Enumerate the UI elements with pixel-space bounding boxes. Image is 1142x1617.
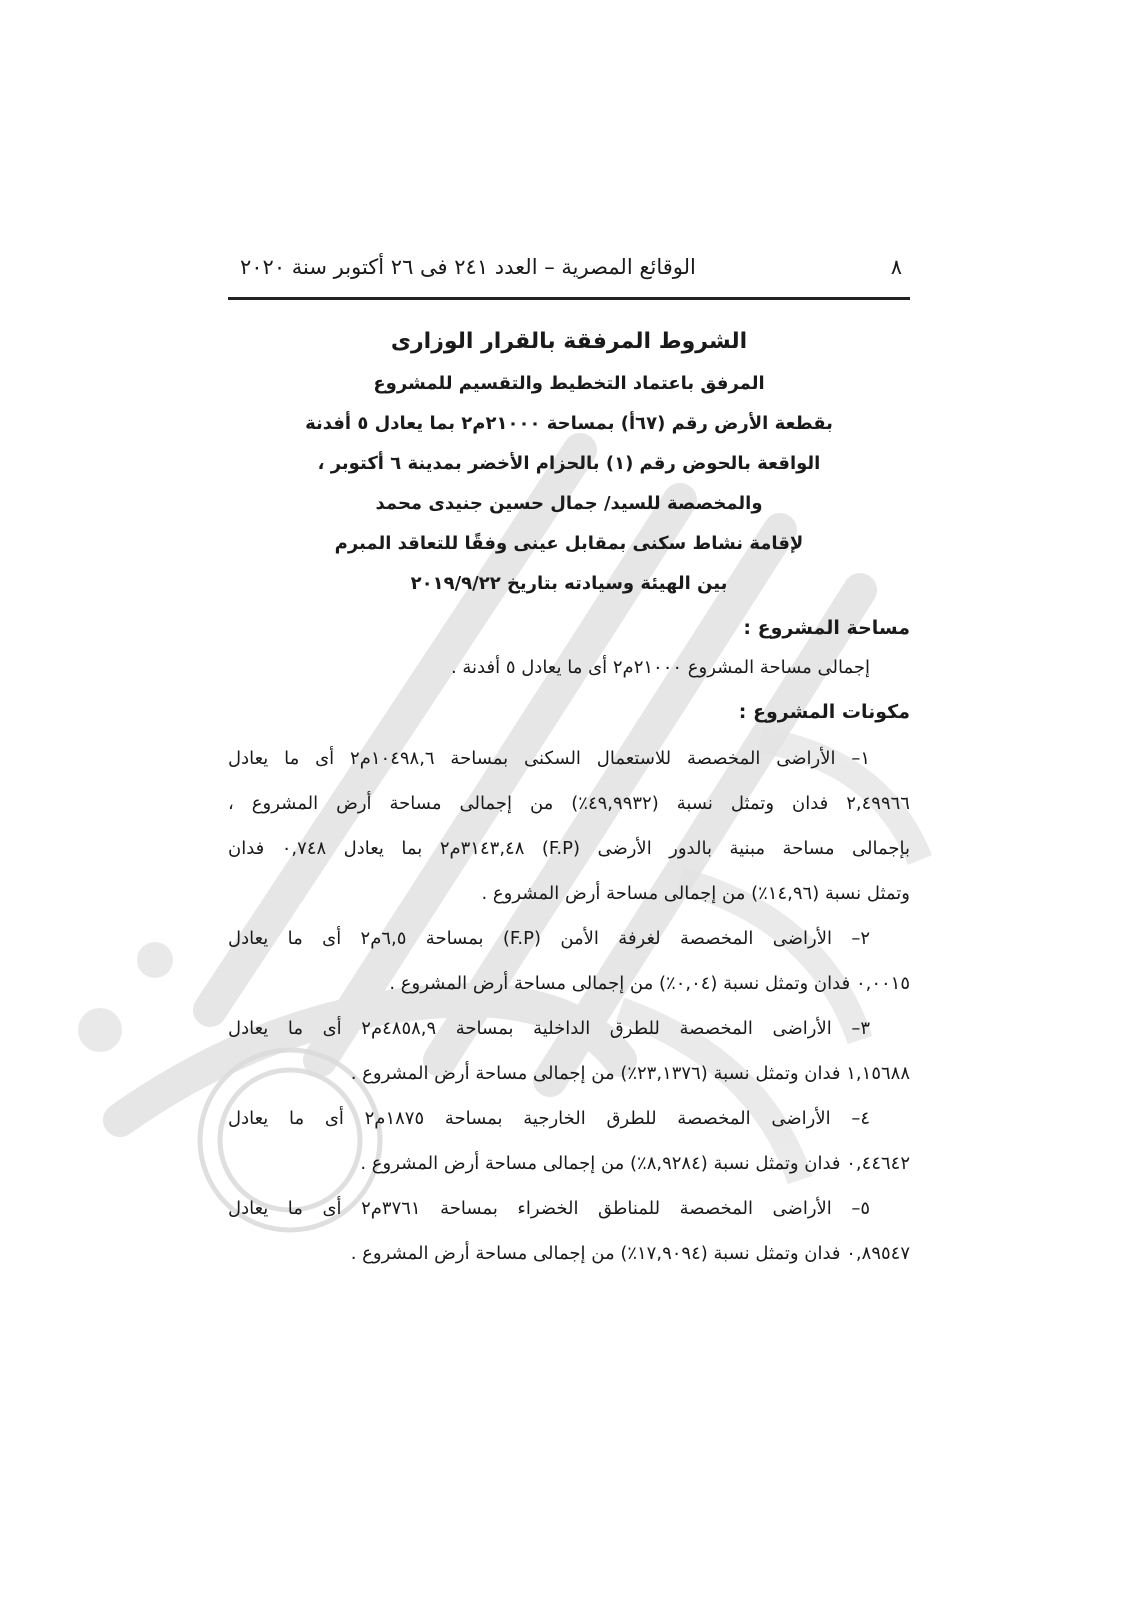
component-line: ١– الأراضى المخصصة للاستعمال السكنى بمساحة ١٠٤٩٨,٦م٢ أى ما يعادل bbox=[228, 748, 870, 769]
component-item bbox=[228, 1186, 910, 1276]
component-item bbox=[228, 736, 910, 916]
component-item bbox=[228, 1006, 910, 1096]
title-line: الواقعة بالحوض رقم (١) بالحزام الأخضر بمدينة ٦ أكتوبر ، bbox=[317, 453, 821, 474]
title-line: لإقامة نشاط سكنى بمقابل عينى وفقًا للتعاقد المبرم bbox=[334, 533, 804, 554]
project-area-heading: مساحة المشروع : bbox=[743, 617, 910, 639]
title-line: بقطعة الأرض رقم (٦٧أ) بمساحة ٢١٠٠٠م٢ بما يعادل ٥ أفدنة bbox=[305, 413, 833, 434]
component-line: ٣– الأراضى المخصصة للطرق الداخلية بمساحة ٤٨٥٨,٩م٢ أى ما يعادل bbox=[228, 1018, 870, 1039]
component-line: ٠,٠٠١٥ فدان وتمثل نسبة (٠,٠٤٪) من إجمالى مساحة أرض المشروع . bbox=[389, 973, 910, 994]
component-line: ٠,٨٩٥٤٧ فدان وتمثل نسبة (١٧,٩٠٩٤٪) من إجمالى مساحة أرض المشروع . bbox=[350, 1243, 910, 1264]
gazette-running-title: الوقائع المصرية – العدد ٢٤١ فى ٢٦ أكتوبر سنة ٢٠٢٠ bbox=[240, 255, 696, 279]
project-components-heading: مكونات المشروع : bbox=[738, 701, 910, 723]
component-line: ١,١٥٦٨٨ فدان وتمثل نسبة (٢٣,١٣٧٦٪) من إجمالى مساحة أرض المشروع . bbox=[350, 1063, 910, 1084]
component-item bbox=[228, 916, 910, 1006]
page-number: ٨ bbox=[890, 255, 902, 279]
component-line: ٢,٤٩٩٦٦ فدان وتمثل نسبة (٤٩,٩٩٣٢٪) من إجمالى مساحة أرض المشروع ، bbox=[228, 793, 910, 814]
title-line: بين الهيئة وسيادته بتاريخ ٢٠١٩/٩/٢٢ bbox=[410, 573, 728, 594]
project-area-text: إجمالى مساحة المشروع ٢١٠٠٠م٢ أى ما يعادل ٥ أفدنة . bbox=[450, 657, 870, 678]
component-line: ٠,٤٤٦٤٢ فدان وتمثل نسبة (٨,٩٢٨٤٪) من إجمالى مساحة أرض المشروع . bbox=[360, 1153, 910, 1174]
title-line: والمخصصة للسيد/ جمال حسين جنيدى محمد bbox=[375, 493, 763, 514]
running-header bbox=[228, 255, 910, 287]
title-block bbox=[228, 320, 910, 604]
main-title: الشروط المرفقة بالقرار الوزارى bbox=[390, 329, 748, 354]
header-rule bbox=[228, 297, 910, 300]
page-content bbox=[228, 255, 910, 1276]
component-line: ٢– الأراضى المخصصة لغرفة الأمن (F.P) بمساحة ٦,٥م٢ أى ما يعادل bbox=[228, 928, 870, 949]
component-item bbox=[228, 1096, 910, 1186]
title-line: المرفق باعتماد التخطيط والتقسيم للمشروع bbox=[373, 373, 765, 394]
component-line: ٥– الأراضى المخصصة للمناطق الخضراء بمساحة ٣٧٦١م٢ أى ما يعادل bbox=[228, 1198, 870, 1219]
component-line: ٤– الأراضى المخصصة للطرق الخارجية بمساحة ١٨٧٥م٢ أى ما يعادل bbox=[228, 1108, 871, 1129]
component-line: وتمثل نسبة (١٤,٩٦٪) من إجمالى مساحة أرض المشروع . bbox=[481, 883, 910, 904]
component-line: بإجمالى مساحة مبنية بالدور الأرضى (F.P) ٣١٤٣,٤٨م٢ بما يعادل ٠,٧٤٨ فدان bbox=[228, 838, 910, 859]
components-list bbox=[228, 736, 910, 1276]
